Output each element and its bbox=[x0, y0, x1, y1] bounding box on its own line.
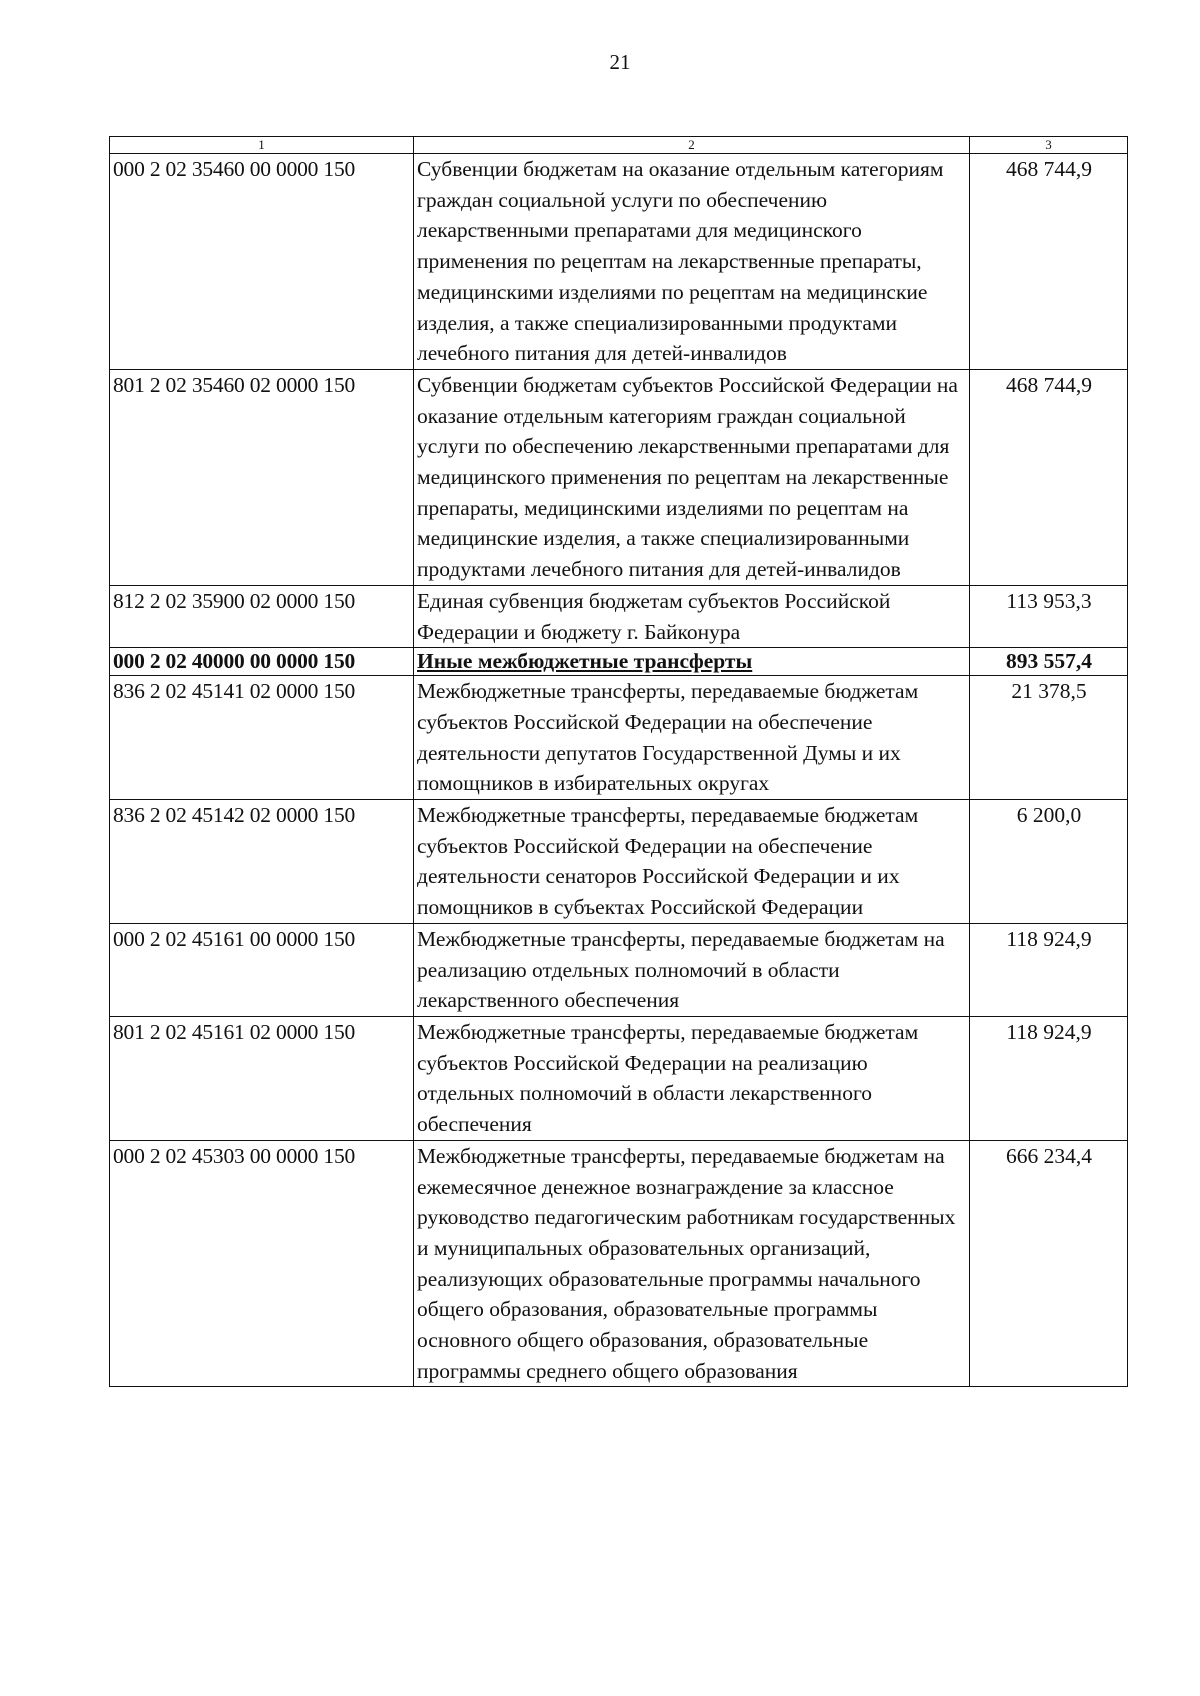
table-row bbox=[110, 1016, 1128, 1140]
item-name-cell: Межбюджетные трансферты, передаваемые бюджетам на ежемесячное денежное вознаграждение за классное руководство педагогическим работникам государственных и муниципальных образовательных организаций, реализующих образовательные программы начального общего образования, образовательные программы основного общего образования, образовательные программы среднего общего образования bbox=[414, 1140, 970, 1387]
item-name-cell: Межбюджетные трансферты, передаваемые бюджетам субъектов Российской Федерации на обеспечение деятельности сенаторов Российской Федерации и их помощников в субъектах Российской Федерации bbox=[414, 800, 970, 924]
column-header-amount: 3 bbox=[970, 137, 1128, 154]
budget-code-cell: 836 2 02 45142 02 0000 150 bbox=[110, 800, 414, 924]
item-name-cell: Субвенции бюджетам субъектов Российской Федерации на оказание отдельным категориям граждан социальной услуги по обеспечению лекарственными препаратами для медицинского применения по рецептам на лекарственные препараты, медицинскими изделиями по рецептам на медицинские изделия, а также специализированными продуктами лечебного питания для детей-инвалидов bbox=[414, 369, 970, 585]
amount-cell: 113 953,3 bbox=[970, 585, 1128, 647]
amount-cell: 21 378,5 bbox=[970, 676, 1128, 800]
table-row bbox=[110, 800, 1128, 924]
amount-cell: 6 200,0 bbox=[970, 800, 1128, 924]
header-row bbox=[110, 137, 1128, 154]
amount-cell: 118 924,9 bbox=[970, 923, 1128, 1016]
column-header-name: 2 bbox=[414, 137, 970, 154]
item-name-cell: Межбюджетные трансферты, передаваемые бюджетам субъектов Российской Федерации на обеспечение деятельности депутатов Государственной Думы и их помощников в избирательных округах bbox=[414, 676, 970, 800]
amount-cell: 118 924,9 bbox=[970, 1016, 1128, 1140]
table-row bbox=[110, 648, 1128, 676]
table-row bbox=[110, 676, 1128, 800]
item-name-cell: Субвенции бюджетам на оказание отдельным категориям граждан социальной услуги по обеспечению лекарственными препаратами для медицинского применения по рецептам на лекарственные препараты, медицинскими изделиями по рецептам на медицинские изделия, а также специализированными продуктами лечебного питания для детей-инвалидов bbox=[414, 154, 970, 370]
table-row bbox=[110, 1140, 1128, 1387]
table-header bbox=[110, 137, 1128, 154]
item-name-cell: Межбюджетные трансферты, передаваемые бюджетам на реализацию отдельных полномочий в области лекарственного обеспечения bbox=[414, 923, 970, 1016]
item-name-cell: Межбюджетные трансферты, передаваемые бюджетам субъектов Российской Федерации на реализацию отдельных полномочий в области лекарственного обеспечения bbox=[414, 1016, 970, 1140]
amount-cell: 468 744,9 bbox=[970, 154, 1128, 370]
table-row bbox=[110, 369, 1128, 585]
budget-table bbox=[109, 136, 1128, 1387]
amount-cell: 468 744,9 bbox=[970, 369, 1128, 585]
budget-code-cell: 836 2 02 45141 02 0000 150 bbox=[110, 676, 414, 800]
budget-code-cell: 000 2 02 40000 00 0000 150 bbox=[110, 648, 414, 676]
table-row bbox=[110, 154, 1128, 370]
budget-code-cell: 801 2 02 45161 02 0000 150 bbox=[110, 1016, 414, 1140]
table-row bbox=[110, 923, 1128, 1016]
table-body bbox=[110, 154, 1128, 1387]
amount-cell: 666 234,4 bbox=[970, 1140, 1128, 1387]
budget-code-cell: 801 2 02 35460 02 0000 150 bbox=[110, 369, 414, 585]
item-name-cell: Единая субвенция бюджетам субъектов Российской Федерации и бюджету г. Байконура bbox=[414, 585, 970, 647]
page-number: 21 bbox=[609, 50, 631, 74]
item-name-cell: Иные межбюджетные трансферты bbox=[414, 648, 970, 676]
budget-code-cell: 000 2 02 45303 00 0000 150 bbox=[110, 1140, 414, 1387]
table-row bbox=[110, 585, 1128, 647]
budget-code-cell: 000 2 02 45161 00 0000 150 bbox=[110, 923, 414, 1016]
column-header-code: 1 bbox=[110, 137, 414, 154]
amount-cell: 893 557,4 bbox=[970, 648, 1128, 676]
budget-code-cell: 812 2 02 35900 02 0000 150 bbox=[110, 585, 414, 647]
budget-code-cell: 000 2 02 35460 00 0000 150 bbox=[110, 154, 414, 370]
